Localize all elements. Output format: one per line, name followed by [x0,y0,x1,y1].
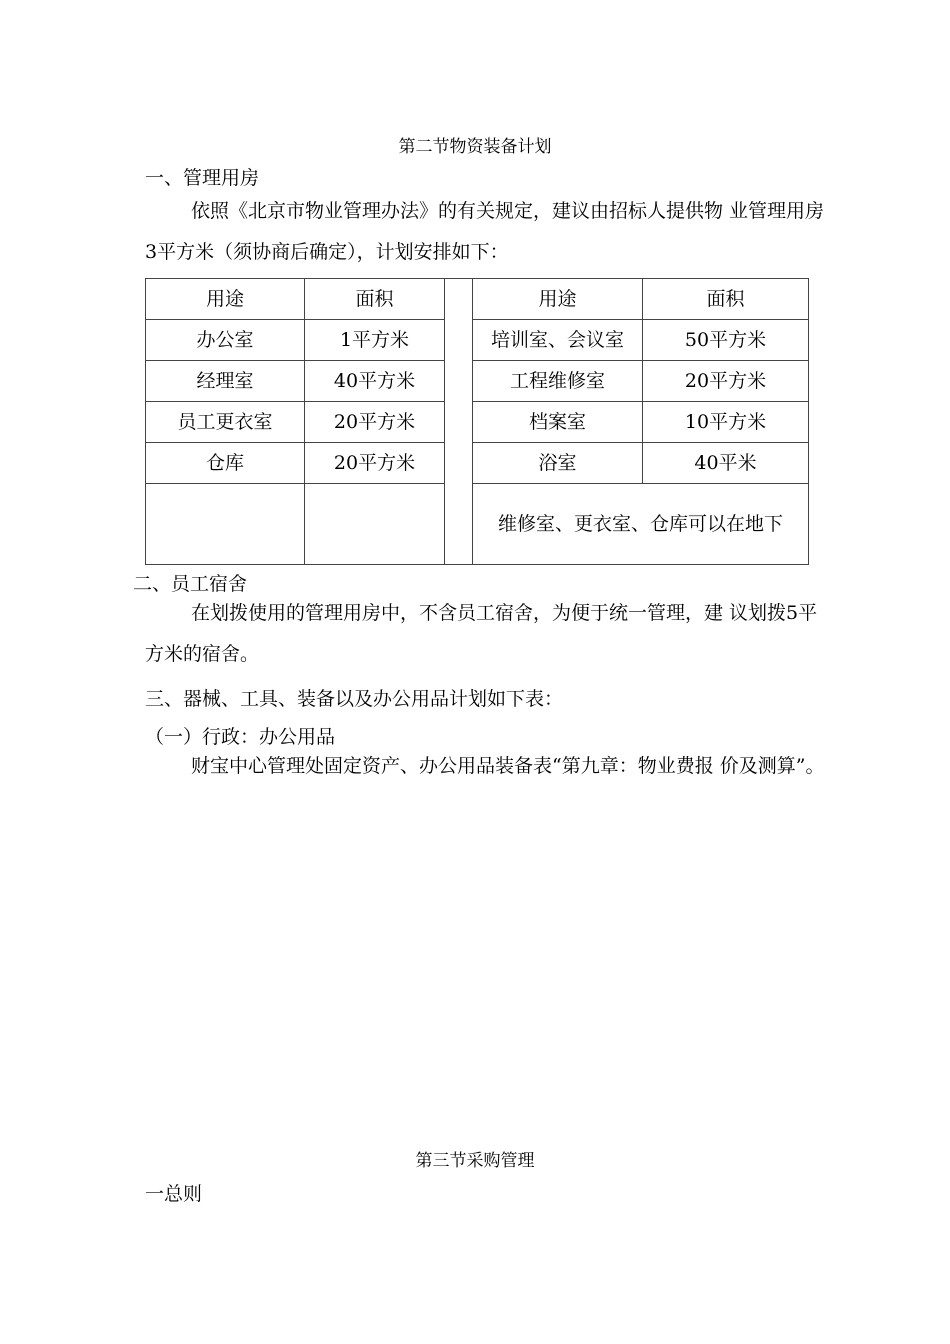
table-cell: 工程维修室 [473,361,643,402]
header-cell: 用途 [473,279,643,320]
heading-general-rules: 一总则 [145,1183,203,1205]
subheading-office-supplies: （一）行政：办公用品 [145,726,336,748]
table-row [146,320,809,361]
table-header-row [146,279,809,320]
table-cell: 办公室 [146,320,305,361]
table-cell: 40平米 [643,443,809,484]
header-cell: 用途 [146,279,305,320]
table-cell: 培训室、会议室 [473,320,643,361]
table-cell: 浴室 [473,443,643,484]
table-note-cell: 维修室、更衣室、仓库可以在地下 [473,484,809,565]
table-cell: 10平方米 [643,402,809,443]
table-cell: 档案室 [473,402,643,443]
table-row [146,361,809,402]
table-row [146,443,809,484]
table-cell-empty [146,484,305,565]
table-cell: 经理室 [146,361,305,402]
table-cell: 仓库 [146,443,305,484]
table-cell: 员工更衣室 [146,402,305,443]
header-cell: 面积 [643,279,809,320]
heading-staff-dormitory: 二、员工宿舍 [133,573,248,595]
room-allocation-table [145,278,809,565]
section-title: 第三节采购管理 [415,1151,535,1171]
section-title: 第二节物资装备计划 [398,137,552,157]
table-gap-column [445,279,473,565]
table-cell: 40平方米 [305,361,445,402]
table-row [146,484,809,565]
heading-equipment-plan: 三、器械、工具、装备以及办公用品计划如下表： [145,688,564,710]
paragraph-staff-dormitory: 在划拨使用的管理用房中，不含员工宿舍，为便于统一管理，建 议划拨5平方米的宿舍。 [145,602,818,665]
table-cell: 1平方米 [305,320,445,361]
heading-management-rooms: 一、管理用房 [145,167,260,189]
table-cell: 20平方米 [643,361,809,402]
table-cell-empty [305,484,445,565]
paragraph-management-rooms: 依照《北京市物业管理办法》的有关规定，建议由招标人提供物 业管理用房3平方米（须协商后确定），计划安排如下： [145,200,825,263]
table-cell: 50平方米 [643,320,809,361]
table-row [146,402,809,443]
header-cell: 面积 [305,279,445,320]
table-cell: 20平方米 [305,402,445,443]
table-cell: 20平方米 [305,443,445,484]
paragraph-office-supplies: 财宝中心管理处固定资产、办公用品装备表“第九章：物业费报 价及测算”。 [191,755,825,777]
